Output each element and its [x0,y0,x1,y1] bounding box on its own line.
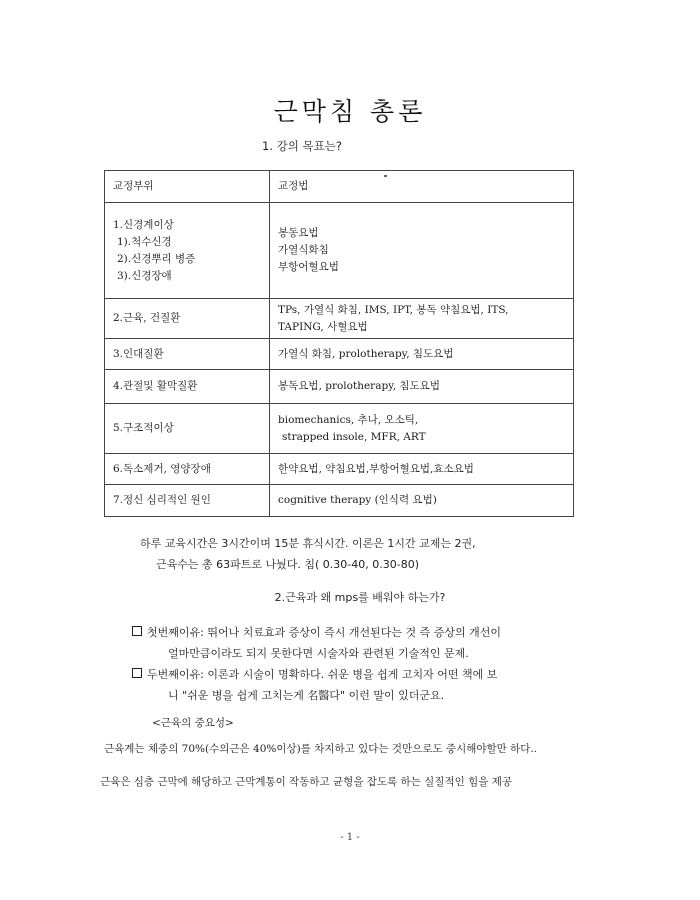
page-number: - 1 - [340,832,360,843]
part-cell: 4.관절및 활막질환 [105,370,270,404]
lecture-goal-heading: 1. 강의 목표는? [262,139,342,153]
body-text [100,740,604,792]
header-correction-part: 교정부위 [105,171,270,203]
part-cell: 3.인대질환 [105,339,270,370]
checkbox-bullet-icon [132,668,142,678]
list-item [132,664,602,685]
body-paragraph: 근육은 심층 근막에 해당하고 근막계통이 작동하고 균형을 잡도록 하는 실질적인 힘을 제공 [100,776,513,788]
method-cell [270,203,574,299]
method-line: 봉동요법 [278,227,319,239]
table-row [105,454,574,485]
part-cell: 5.구조적이상 [105,404,270,454]
part-cell: 2.근육, 건질환 [105,299,270,339]
table-row [105,404,574,454]
method-cell: 한약요법, 약침요법,부항어혈요법,효소요법 [270,454,574,485]
method-cell [270,404,574,454]
table-row [105,339,574,370]
table-row [105,370,574,404]
reason-continuation: 얼마만큼이라도 되지 못한다면 시술자와 관련된 기술적인 문제. [168,647,469,660]
reason-continuation: 니 "쉬운 병을 쉽게 고치는게 名醫다" 이런 말이 있더군요. [168,689,445,702]
method-line: 부항어혈요법 [278,261,339,273]
part-cell: 6.독소제거, 영양장애 [105,454,270,485]
part-line: 2).신경뿌리 병증 [117,252,196,265]
part-line: 3).신경장애 [117,269,172,282]
schedule-paragraph [140,533,476,575]
reasons-list [132,622,602,706]
method-line: strapped insole, MFR, ART [282,430,426,443]
table-row [105,485,574,517]
checkbox-bullet-icon [132,626,142,636]
part-cell [105,203,270,299]
schedule-line: 근육수는 총 63파트로 나눴다. 침( 0.30-40, 0.30-80) [156,558,419,571]
method-cell: 가열식 화침, prolotherapy, 침도요법 [270,339,574,370]
method-line: TAPING, 사혈요법 [278,320,368,333]
method-cell: 봉독요법, prolotherapy, 침도요법 [270,370,574,404]
table-row [105,299,574,339]
body-paragraph: 근육계는 체중의 70%(수의근은 40%이상)를 차지하고 있다는 것만으로도 중시해야할만 하다.. [104,743,538,755]
treatment-table [104,170,574,517]
part-line: 1).척수신경 [117,235,172,248]
method-line: biomechanics, 추나, 오소틱, [278,413,419,426]
section-heading: 2.근육과 왜 mps를 배워야 하는가? [274,591,446,604]
part-line: 1.신경계이상 [113,218,174,231]
part-cell: 7.정신 심리적인 원인 [105,485,270,517]
method-cell: cognitive therapy (인식력 요법) [270,485,574,517]
list-item [132,622,602,643]
table-header-row [105,171,574,203]
header-correction-method: 교정법 [270,171,574,203]
table-row [105,203,574,299]
method-line: TPs, 가열식 화침, IMS, IPT, 봉독 약침요법, ITS, [278,303,509,316]
section-heading: <근육의 중요성> [152,717,234,729]
reason-text: 첫번째이유: 뛰어나 치료효과 증상이 즉시 개선된다는 것 즉 증상의 개선이 [147,626,501,639]
reason-text: 두번째이유: 이론과 시술이 명확하다. 쉬운 병을 쉽게 고치자 어떤 책에 보 [147,668,498,681]
method-line: 가열식화침 [278,244,329,256]
page-title: 근막침 총론 [273,97,427,126]
method-cell [270,299,574,339]
schedule-line: 하루 교육시간은 3시간이며 15분 휴식시간. 이론은 1시간 교제는 2권, [140,537,476,550]
